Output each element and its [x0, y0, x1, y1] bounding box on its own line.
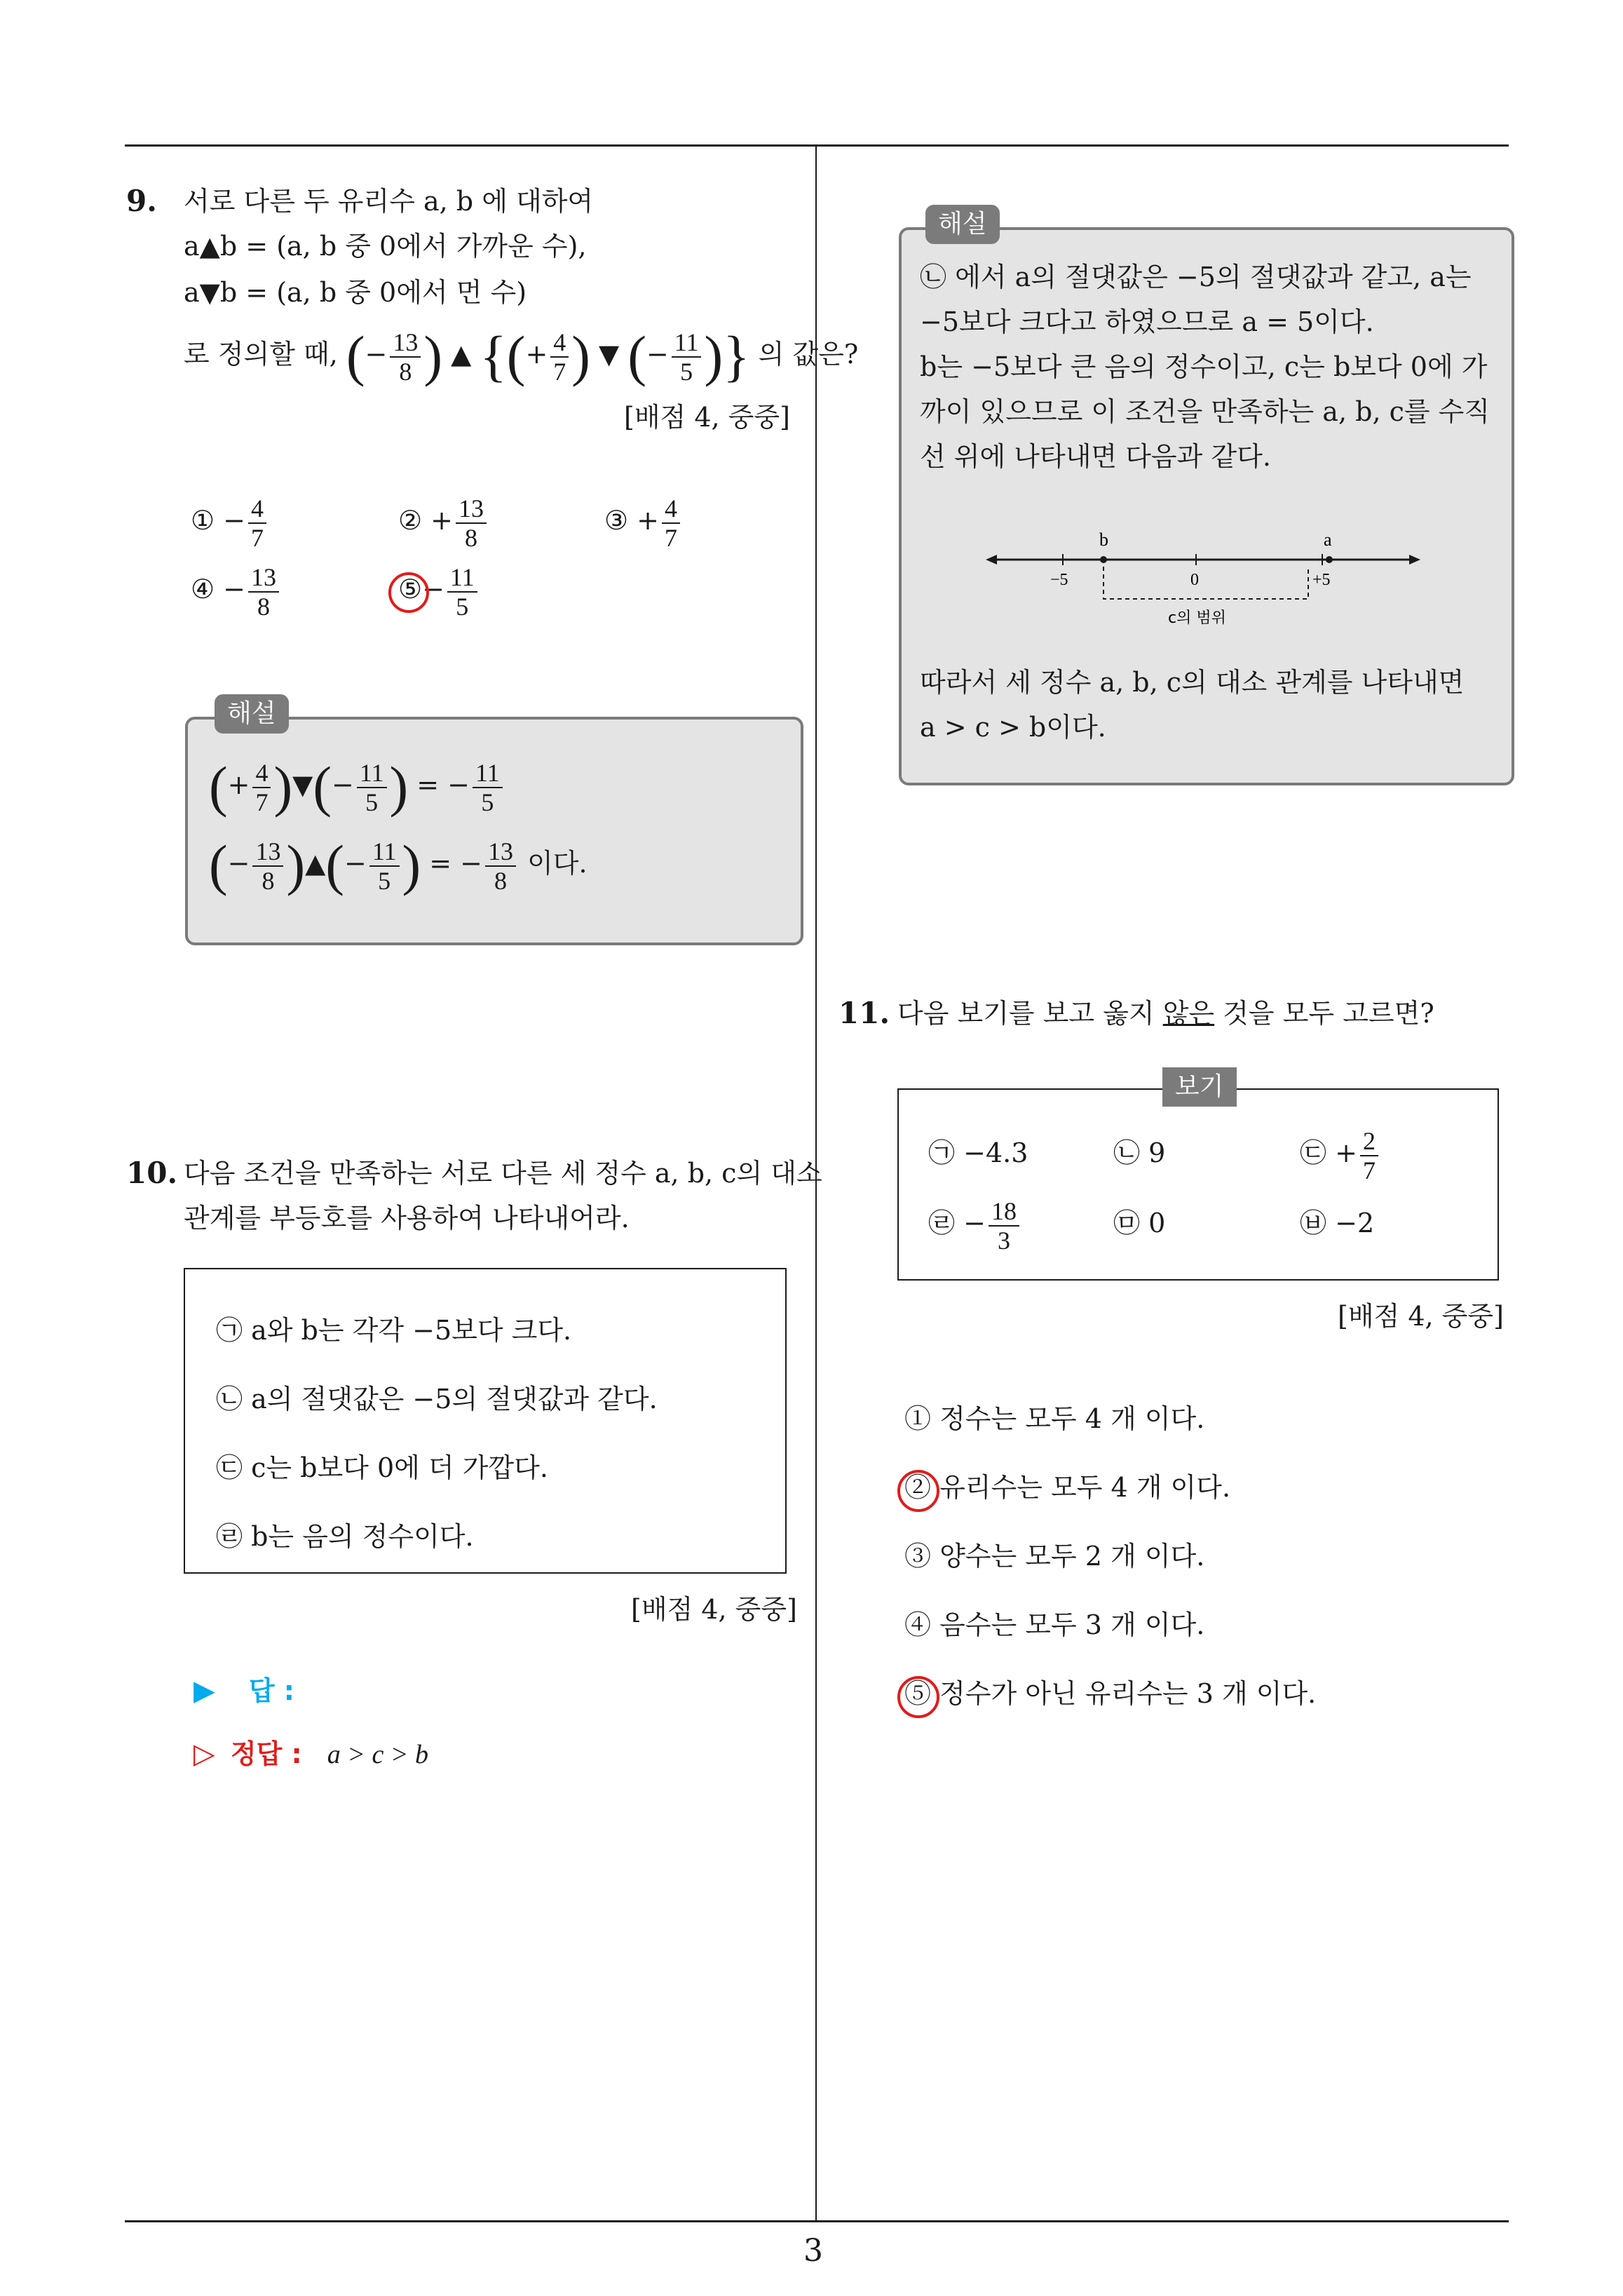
q11-selected-circle-5 — [897, 1676, 939, 1718]
q11-bogi-tag: 보기 — [1162, 1067, 1237, 1107]
q10-sol-line4: 까이 있으므로 이 조건을 만족하는 a, b, c를 수직 — [920, 396, 1490, 427]
q10-score: [배점 4, 중중] — [631, 1594, 797, 1625]
q11-item-2: ㉡ 9 — [1113, 1137, 1166, 1168]
q9-expression: 로 정의할 때, (− $\frac{13}{8}$ ) ▲ {(+ $\frac{4}{7}$ ) ▼ (− $\frac{11}{5}$ )} 의 값은? — [184, 325, 859, 388]
q11-item-6: ㉥ −2 — [1300, 1208, 1375, 1238]
q10-condition-2: ㉡ a의 절댓값은 −5의 절댓값과 같다. — [216, 1384, 658, 1414]
number-line-diagram — [986, 518, 1420, 630]
bottom-rule — [125, 2220, 1509, 2222]
q9-option-2[interactable]: ② + $\frac{13}{8}$ — [398, 485, 489, 555]
nl-tick-plus5: +5 — [1312, 571, 1331, 589]
q11-bogi-box — [897, 1088, 1499, 1281]
q9-option-1[interactable]: ① − $\frac{4}{7}$ — [191, 485, 269, 555]
q11-selected-circle-2 — [897, 1470, 939, 1512]
q10-number: 10. — [126, 1156, 178, 1190]
nl-label-b: b — [1099, 529, 1108, 550]
q9-option-4[interactable]: ④ − $\frac{13}{8}$ — [191, 554, 282, 624]
q9-solution-tag: 해설 — [215, 694, 289, 734]
q11-option-2[interactable]: ② 유리수는 모두 4 개 이다. — [904, 1472, 1231, 1503]
q10-line1: 다음 조건을 만족하는 서로 다른 세 정수 a, b, c의 대소 — [184, 1158, 822, 1189]
q9-solution-box — [185, 717, 803, 945]
q10-answer-row — [193, 1673, 294, 1708]
q10-correct-label: 정답 : — [230, 1738, 302, 1769]
q10-sol-line1: ㉡ 에서 a의 절댓값은 −5의 절댓값과 같고, a는 — [920, 262, 1472, 292]
nl-label-a: a — [1324, 529, 1332, 550]
q11-underlined: 않은 — [1162, 998, 1215, 1029]
q10-correct-row — [193, 1736, 428, 1772]
q10-solution-box — [899, 227, 1514, 785]
q10-correct-value: a > c > b — [327, 1740, 428, 1769]
page-number: 3 — [803, 2233, 823, 2269]
nl-tick-minus5: −5 — [1050, 571, 1068, 589]
q9-option-3[interactable]: ③ + $\frac{4}{7}$ — [604, 485, 683, 555]
q11-stem: 다음 보기를 보고 옳지 않은 것을 모두 고르면? — [897, 998, 1434, 1029]
q11-item-1: ㉠ −4.3 — [928, 1137, 1028, 1168]
q11-score: [배점 4, 중중] — [1338, 1301, 1504, 1332]
top-rule — [125, 144, 1509, 147]
q11-item-3: ㉢ + $\frac{2}{7}$ — [1300, 1118, 1381, 1188]
q11-item-4: ㉣ − $\frac{18}{3}$ — [928, 1188, 1022, 1258]
q9-option-5[interactable]: ⑤− $\frac{11}{5}$ — [398, 554, 480, 624]
q9-line3: a▼b = (a, b 중 0에서 먼 수) — [184, 277, 527, 308]
q9-solution-suffix: 이다. — [527, 848, 588, 879]
hollow-arrow-icon: ▷ — [193, 1738, 215, 1770]
q11-item-5: ㉤ 0 — [1113, 1208, 1166, 1238]
q9-line4-prefix: 로 정의할 때, — [184, 339, 338, 370]
q10-condition-4: ㉣ b는 음의 정수이다. — [216, 1521, 474, 1552]
q9-score: [배점 4, 중중] — [624, 402, 790, 433]
q10-condition-3: ㉢ c는 b보다 0에 더 가깝다. — [216, 1452, 548, 1483]
q10-answer-label: 답 : — [248, 1675, 294, 1706]
q11-option-3[interactable]: ③ 양수는 모두 2 개 이다. — [904, 1541, 1205, 1572]
q10-sol-line3: b는 −5보다 큰 음의 정수이고, c는 b보다 0에 가 — [920, 351, 1488, 382]
q11-option-5[interactable]: ⑤ 정수가 아닌 유리수는 3 개 이다. — [904, 1678, 1317, 1709]
q11-number: 11. — [838, 996, 890, 1030]
q9-solution-line2: (− $\frac{13}{8}$ )▲(− $\frac{11}{5}$ ) = − $\frac{13}{8}$ 이다. — [209, 835, 588, 897]
q9-line4-suffix: 의 값은? — [758, 339, 859, 370]
q9-selected-circle — [388, 572, 429, 613]
q10-sol-line2: −5보다 크다고 하였으므로 a = 5이다. — [920, 306, 1374, 337]
q10-sol-after1: 따라서 세 정수 a, b, c의 대소 관계를 나타내면 — [920, 667, 1465, 698]
q9-line2: a▲b = (a, b 중 0에서 가까운 수), — [184, 231, 587, 262]
q10-sol-line5: 선 위에 나타내면 다음과 같다. — [920, 441, 1271, 472]
q10-line2: 관계를 부등호를 사용하여 나타내어라. — [184, 1203, 630, 1234]
q9-line1: 서로 다른 두 유리수 a, b 에 대하여 — [184, 186, 594, 217]
q9-number: 9. — [126, 184, 157, 218]
play-arrow-icon: ▶ — [193, 1675, 215, 1707]
q10-sol-after2: a > c > b이다. — [920, 712, 1106, 743]
q10-condition-1: ㉠ a와 b는 각각 −5보다 크다. — [216, 1315, 572, 1346]
nl-range-label: c의 범위 — [1168, 609, 1226, 627]
q11-option-4[interactable]: ④ 음수는 모두 3 개 이다. — [904, 1609, 1205, 1640]
nl-tick-0: 0 — [1190, 571, 1199, 589]
q10-conditions-box — [184, 1268, 787, 1574]
q9-solution-line1: (+ $\frac{4}{7}$ )▼(− $\frac{11}{5}$ ) = − $\frac{11}{5}$ — [209, 746, 505, 826]
q11-option-1[interactable]: ① 정수는 모두 4 개 이다. — [904, 1403, 1205, 1434]
q10-solution-tag: 해설 — [925, 205, 1000, 244]
